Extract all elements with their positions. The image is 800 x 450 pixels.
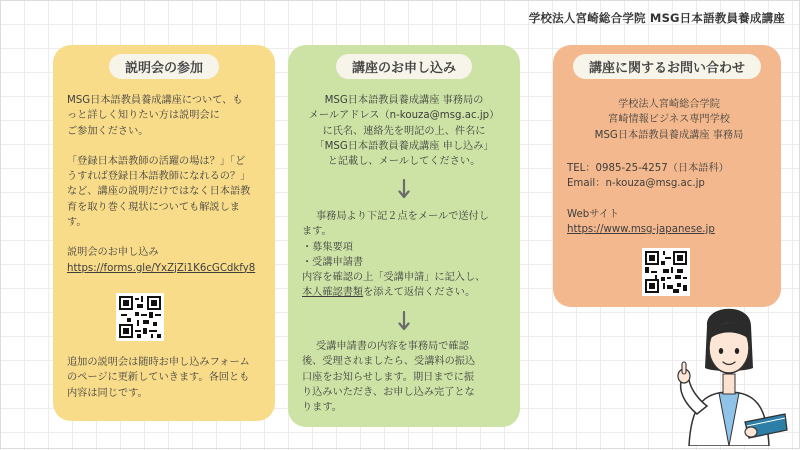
contact-tel: TEL：0985-25-4257（日本語科）: [567, 163, 729, 174]
application-step1: [296, 93, 512, 169]
briefing-quote-line: 「登録日本語教師の活躍の場は？」「ど: [67, 155, 246, 167]
briefing-note-line: 内容は同じです。: [67, 387, 148, 399]
qr-code-icon[interactable]: [116, 293, 164, 341]
contact-org-line: 学校法人宮崎総合学院: [618, 99, 720, 110]
briefing-form-link[interactable]: https://forms.gle/YxZjZi1K6cGCdkfy8: [67, 262, 256, 274]
qr-code-icon-graphic: [119, 296, 161, 338]
contact-heading: 講座に関するお問い合わせ: [573, 54, 761, 79]
step1-line: と記載し、メールしてください。: [327, 156, 481, 168]
briefing-intro: [67, 93, 265, 276]
briefing-quote-line: など、講座の説明だけではなく日本語教: [67, 186, 251, 198]
qr-code-icon-graphic: [645, 251, 687, 293]
step3-line: り込みいただき、お申し込み完了とな: [302, 386, 475, 398]
qr-code-icon[interactable]: [642, 248, 690, 296]
briefing-note-line: 追加の説明会は随時お申し込みフォーム: [67, 357, 250, 368]
step3-line: 受講申請書の内容を事務局で確認: [316, 341, 469, 352]
step1-line: メールアドレス（n-kouza@msg.ac.jp）: [308, 110, 500, 122]
contact-org-line: 宮崎情報ビジネス専門学校: [608, 114, 730, 126]
step2-line: ・受講申請書: [302, 256, 364, 268]
application-heading: 講座のお申し込み: [336, 54, 472, 79]
step2-line: 事務局より下記２点をメールで送付し: [316, 211, 489, 222]
contact-email[interactable]: Email：n-kouza@msg.ac.jp: [567, 178, 705, 190]
step3-line: 後、受理されましたら、受講料の振込: [302, 356, 476, 368]
contact-web-link[interactable]: https://www.msg-japanese.jp: [567, 223, 715, 235]
step1-line: 「MSG日本語教員養成講座 申し込み」: [314, 140, 494, 152]
contact-org: [567, 97, 771, 143]
header-title: 学校法人宮崎総合学院 MSG日本語教員養成講座: [528, 11, 785, 25]
step2-line: ます。: [302, 226, 332, 238]
step2-last-line: [302, 285, 512, 300]
id-document-link: 本人確認書類: [302, 287, 364, 299]
briefing-quote-line: うすれば登録日本語教師になれるの？」: [67, 171, 251, 183]
step2-line: ・募集要項: [302, 241, 353, 253]
briefing-quote-line: 育を取り巻く現状についても解説しま: [67, 201, 240, 213]
briefing-line: ご参加ください。: [67, 125, 149, 137]
briefing-card: [53, 45, 275, 421]
briefing-quote-line: す。: [67, 217, 87, 229]
step1-line: に氏名、連絡先を明記の上、件名に: [322, 125, 486, 137]
contact-org-line: MSG日本語教員養成講座 事務局: [594, 129, 744, 141]
briefing-apply-label: 説明会のお申し込み: [67, 247, 159, 259]
step3-line: ります。: [302, 402, 342, 414]
briefing-heading: 説明会の参加: [109, 54, 219, 79]
step2-tail: を添えて返信ください。: [363, 287, 476, 299]
step1-line: MSG日本語教員養成講座 事務局の: [324, 95, 484, 106]
contact-details: [567, 161, 771, 237]
briefing-line: MSG日本語教員養成講座について、も: [67, 95, 243, 106]
step3-line: 口座をお知らせします。期日までに振: [302, 371, 475, 383]
briefing-note: [67, 355, 265, 401]
application-step2: [302, 209, 512, 301]
arrow-down-icon: [398, 311, 410, 331]
application-step3: [302, 339, 512, 415]
briefing-note-line: のページに更新していきます。各回とも: [67, 372, 250, 384]
briefing-line: っと詳しく知りたい方は説明会に: [67, 110, 220, 122]
contact-web-label: Webサイト: [567, 208, 620, 220]
teacher-illustration: [667, 296, 789, 446]
contact-card: [553, 45, 781, 307]
application-card: [288, 45, 520, 427]
arrow-down-icon: [398, 179, 410, 199]
step2-line: 内容を確認の上「受講申請」に記入し、: [302, 272, 486, 284]
